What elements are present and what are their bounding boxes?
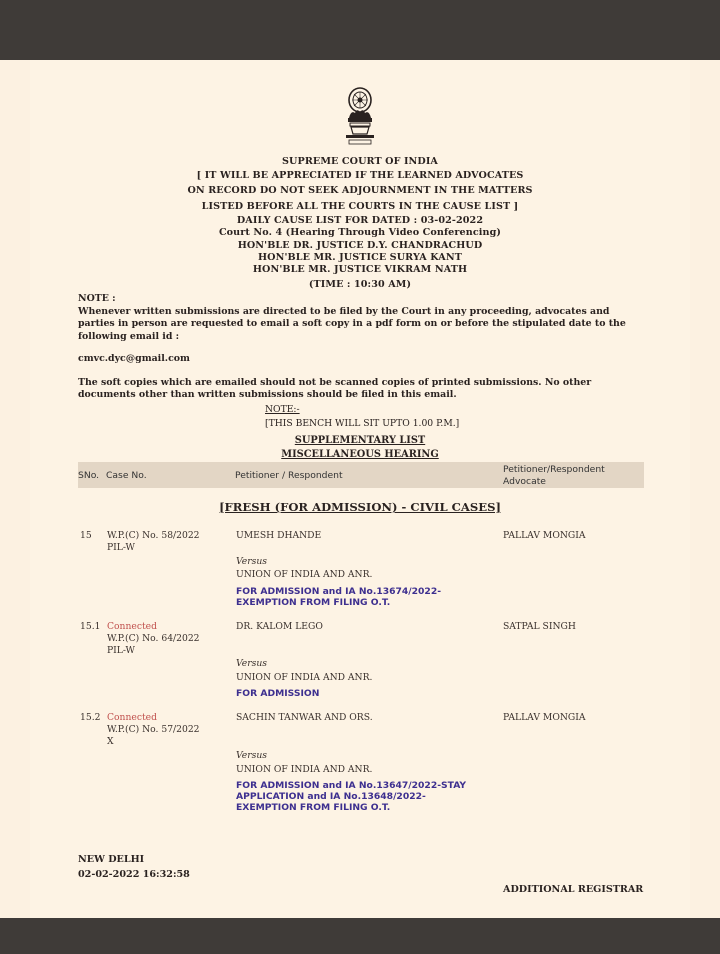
section-title: [FRESH (FOR ADMISSION) - CIVIL CASES] [219,500,501,514]
row-advocate: PALLAV MONGIA [503,530,586,541]
note-paragraph-1: Whenever written submissions are directed to be filed by the Court in any proceeding, advocates and parties in person are requested to email a soft copy in a pdf form on or before the stipulated date to the following email id : [78,306,626,342]
row-petitioner: UMESH DHANDE [236,530,322,541]
judge-3: HON'BLE MR. JUSTICE VIKRAM NATH [252,264,468,275]
row-case-type: PIL-W [107,542,135,553]
footer-signatory: ADDITIONAL REGISTRAR [503,884,644,895]
note-paragraph-2: The soft copies which are emailed should not be scanned copies of printed submissions. No other documents other than written submissions should be filed in this email. [78,377,592,401]
row-sno: 15 [80,530,92,541]
row-case-no: W.P.(C) No. 58/2022 [107,530,200,541]
row-purpose-line: EXEMPTION FROM FILING O.T. [236,597,391,608]
bench-note-text: [THIS BENCH WILL SIT UPTO 1.00 P.M.] [265,418,460,429]
row-purpose-line: FOR ADMISSION and IA No.13647/2022-STAY [236,780,467,791]
row-advocate: PALLAV MONGIA [503,712,586,723]
appeal-line-2: ON RECORD DO NOT SEEK ADJOURNMENT IN THE MATTERS [187,185,533,196]
row-versus: Versus [236,750,267,761]
court-number: Court No. 4 (Hearing Through Video Conferencing) [218,227,502,238]
footer-place: NEW DELHI [78,854,145,865]
hearing-type-title: MISCELLANEOUS HEARING [281,449,439,460]
note-heading: NOTE : [78,293,116,304]
row-respondent: UNION OF INDIA AND ANR. [236,672,373,683]
supplementary-list-title: SUPPLEMENTARY LIST [294,435,426,446]
bottom-frame-bar [0,918,720,954]
cause-list-date: DAILY CAUSE LIST FOR DATED : 03-02-2022 [236,215,484,226]
column-header-sno: SNo. [78,470,100,481]
hearing-time: (TIME : 10:30 AM) [308,279,412,290]
row-case-type: PIL-W [107,645,135,656]
row-petitioner: DR. KALOM LEGO [236,621,323,632]
row-purpose-line: FOR ADMISSION [236,688,320,699]
footer-datetime: 02-02-2022 16:32:58 [78,869,190,880]
row-petitioner: SACHIN TANWAR AND ORS. [236,712,373,723]
row-connected-label: Connected [107,621,157,632]
column-header-advocate-line2: Advocate [503,476,546,487]
judge-1: HON'BLE DR. JUSTICE D.Y. CHANDRACHUD [237,240,483,251]
table-header [78,462,644,488]
row-versus: Versus [236,556,267,567]
column-header-petitioner: Petitioner / Respondent [235,470,343,481]
row-connected-label: Connected [107,712,157,723]
row-sno: 15.1 [80,621,101,632]
court-name: SUPREME COURT OF INDIA [282,156,438,167]
note-email: cmvc.dyc@gmail.com [78,353,190,364]
row-respondent: UNION OF INDIA AND ANR. [236,569,373,580]
appeal-line-1: [ IT WILL BE APPRECIATED IF THE LEARNED ADVOCATES [196,170,524,181]
row-sno: 15.2 [80,712,101,723]
row-purpose-line: FOR ADMISSION and IA No.13674/2022- [236,586,442,597]
row-purpose-line: EXEMPTION FROM FILING O.T. [236,802,391,813]
row-respondent: UNION OF INDIA AND ANR. [236,764,373,775]
row-versus: Versus [236,658,267,669]
document-page [0,60,720,918]
row-purpose-line: APPLICATION and IA No.13648/2022- [236,791,426,802]
column-header-advocate-line1: Petitioner/Respondent [503,464,605,475]
row-case-no: W.P.(C) No. 57/2022 [107,724,200,735]
national-emblem-icon [337,86,383,150]
bench-note-label: NOTE:- [265,404,300,415]
column-header-case-no: Case No. [106,470,147,481]
row-case-type: X [107,736,114,747]
row-case-no: W.P.(C) No. 64/2022 [107,633,200,644]
top-frame-bar [0,0,720,60]
appeal-line-3: LISTED BEFORE ALL THE COURTS IN THE CAUSE LIST ] [201,201,519,212]
judge-2: HON'BLE MR. JUSTICE SURYA KANT [258,252,462,263]
row-advocate: SATPAL SINGH [503,621,576,632]
